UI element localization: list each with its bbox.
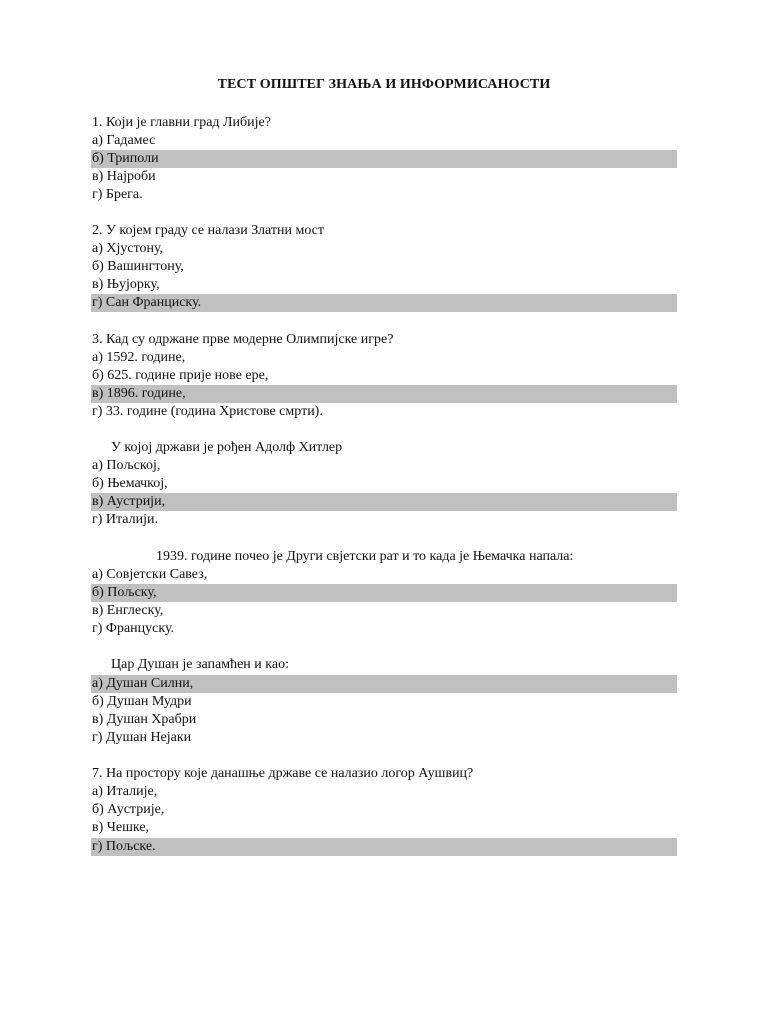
question-7-text: 7. На простору које данашње државе се налазио логор Аушвиц?: [92, 766, 474, 781]
question-7-option-d-answer: г) Пољске.: [91, 838, 677, 856]
question-7-option-b: б) Аустрије,: [92, 802, 165, 817]
question-1-text: 1. Који је главни град Либије?: [92, 115, 271, 130]
question-4-option-b: б) Њемачкој,: [92, 476, 168, 491]
document-title: ТЕСТ ОПШТЕГ ЗНАЊА И ИНФОРМИСАНОСТИ: [217, 77, 551, 92]
question-3-option-c-answer: в) 1896. године,: [91, 385, 677, 403]
question-6-option-a-answer: а) Душан Силни,: [91, 675, 677, 693]
question-6-option-c: в) Душан Храбри: [92, 712, 197, 727]
question-3-option-d: г) 33. године (година Христове смрти).: [92, 404, 323, 419]
question-3-option-b: б) 625. године прије нове ере,: [92, 368, 269, 383]
question-3-text: 3. Кад су одржане прве модерне Олимпијске игре?: [92, 332, 394, 347]
question-1-option-b-answer: б) Триполи: [91, 150, 677, 168]
question-5-option-b-answer: б) Пољску,: [91, 584, 677, 602]
question-2-option-d-answer: г) Сан Франциску.: [91, 294, 677, 312]
question-2-option-b: б) Вашингтону,: [92, 259, 184, 274]
question-3-option-a: а) 1592. године,: [92, 350, 186, 365]
question-4-text: У којој држави је рођен Адолф Хитлер: [111, 440, 343, 455]
question-5-option-d: г) Француску.: [92, 621, 175, 636]
question-6-text: Цар Душан је запамћен и као:: [111, 657, 289, 672]
question-7-option-c: в) Чешке,: [92, 820, 150, 835]
question-1-option-d: г) Брега.: [92, 187, 143, 202]
question-5-option-c: в) Енглеску,: [92, 603, 164, 618]
question-2-option-c: в) Њујорку,: [92, 277, 160, 292]
question-7-option-a: а) Италије,: [92, 784, 158, 799]
question-2-option-a: а) Хјустону,: [92, 241, 164, 256]
question-4-option-a: а) Пољској,: [92, 458, 161, 473]
question-4-option-c-answer: в) Аустрији,: [91, 493, 677, 511]
question-6-option-d: г) Душан Нејаки: [92, 730, 192, 745]
question-5-text: 1939. године почео је Други свјетски рат и то када је Њемачка напала:: [156, 549, 574, 564]
question-4-option-d: г) Италији.: [92, 512, 159, 527]
question-2-text: 2. У којем граду се налази Златни мост: [92, 223, 325, 238]
question-1-option-c: в) Најроби: [92, 169, 156, 184]
question-1-option-a: а) Гадамес: [92, 133, 156, 148]
question-5-option-a: а) Совјетски Савез,: [92, 567, 208, 582]
question-6-option-b: б) Душан Мудри: [92, 694, 192, 709]
